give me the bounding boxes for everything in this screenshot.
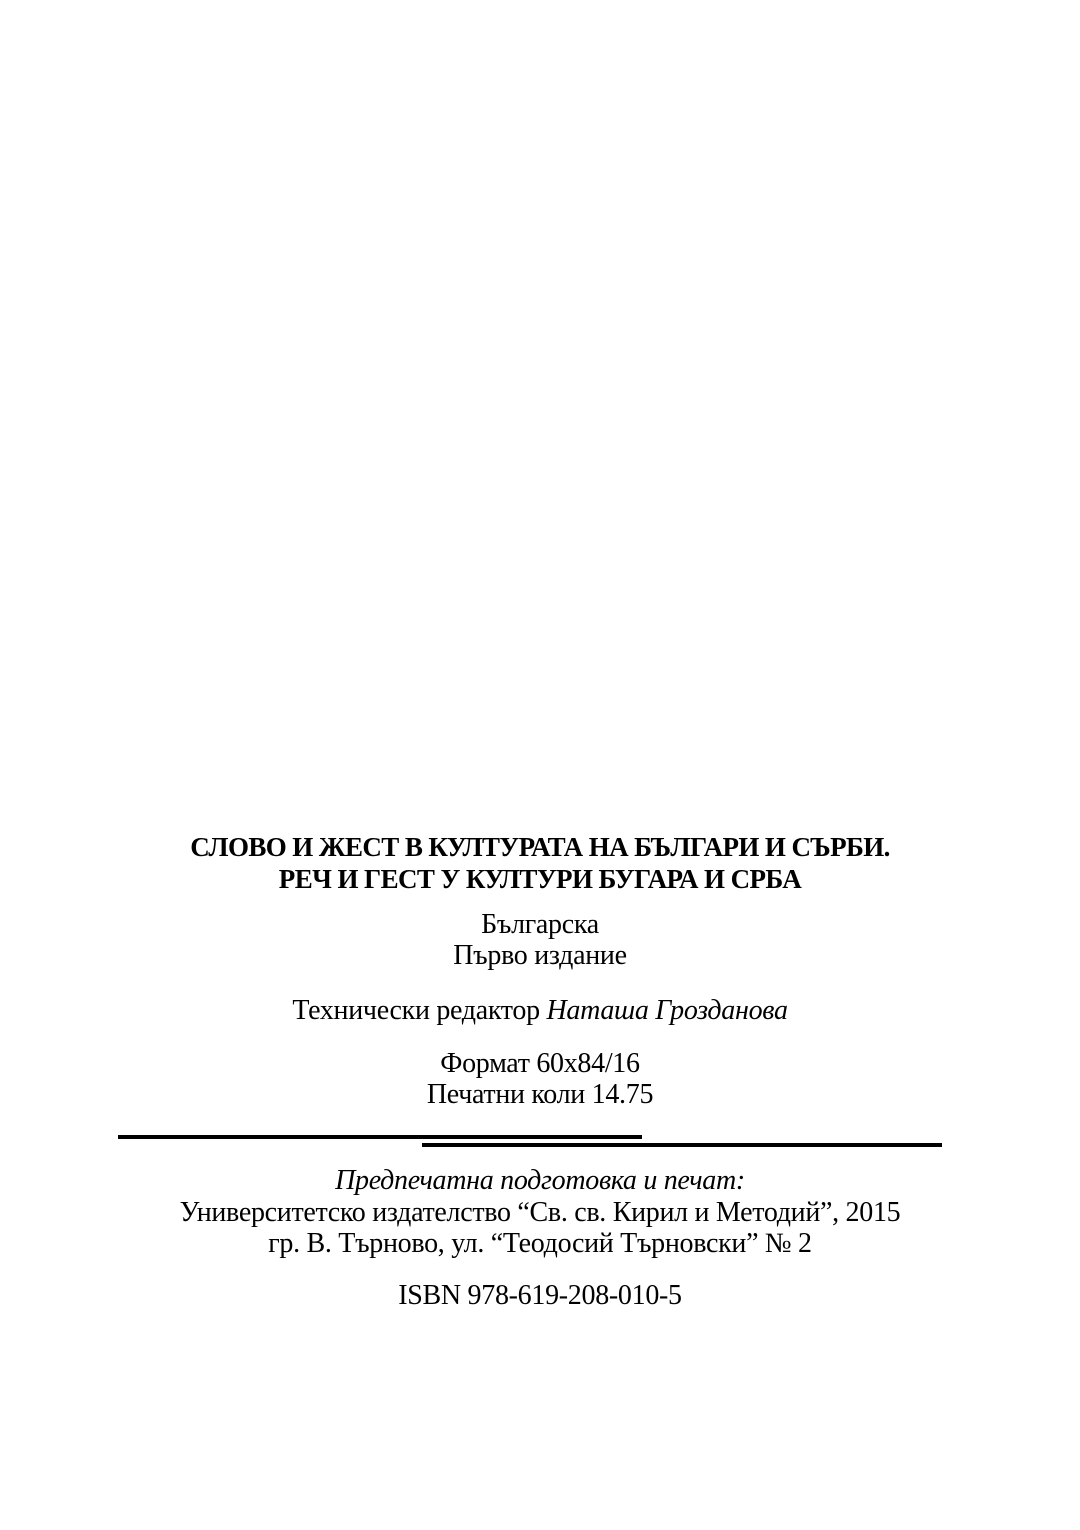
language-line: Българска [481, 909, 599, 940]
print-sheets-line: Печатни коли 14.75 [426, 1079, 654, 1110]
book-title-line-1: СЛОВО И ЖЕСТ В КУЛТУРАТА НА БЪЛГАРИ И СЪРБИ. [190, 832, 890, 862]
publisher-line: Университетско издателство “Св. св. Кирил и Методий”, 2015 [179, 1197, 901, 1228]
divider-rule-upper-left [118, 1135, 642, 1139]
divider-rule-lower-right [422, 1143, 942, 1147]
technical-editor-label: Технически редактор [292, 995, 547, 1026]
isbn-line: ISBN 978-619-208-010-5 [398, 1280, 682, 1311]
book-title-line-2: РЕЧ И ГЕСТ У КУЛТУРИ БУГАРА И СРБА [278, 864, 802, 894]
format-line: Формат 60x84/16 [440, 1048, 640, 1079]
technical-editor-name: Наташа Грозданова [546, 995, 788, 1026]
edition-line: Първо издание [453, 940, 627, 971]
technical-editor-line [0, 996, 1080, 1026]
prepress-heading: Предпечатна подготовка и печат: [335, 1165, 745, 1196]
publisher-address-line: гр. В. Търново, ул. “Теодосий Търновски” № 2 [268, 1228, 812, 1259]
